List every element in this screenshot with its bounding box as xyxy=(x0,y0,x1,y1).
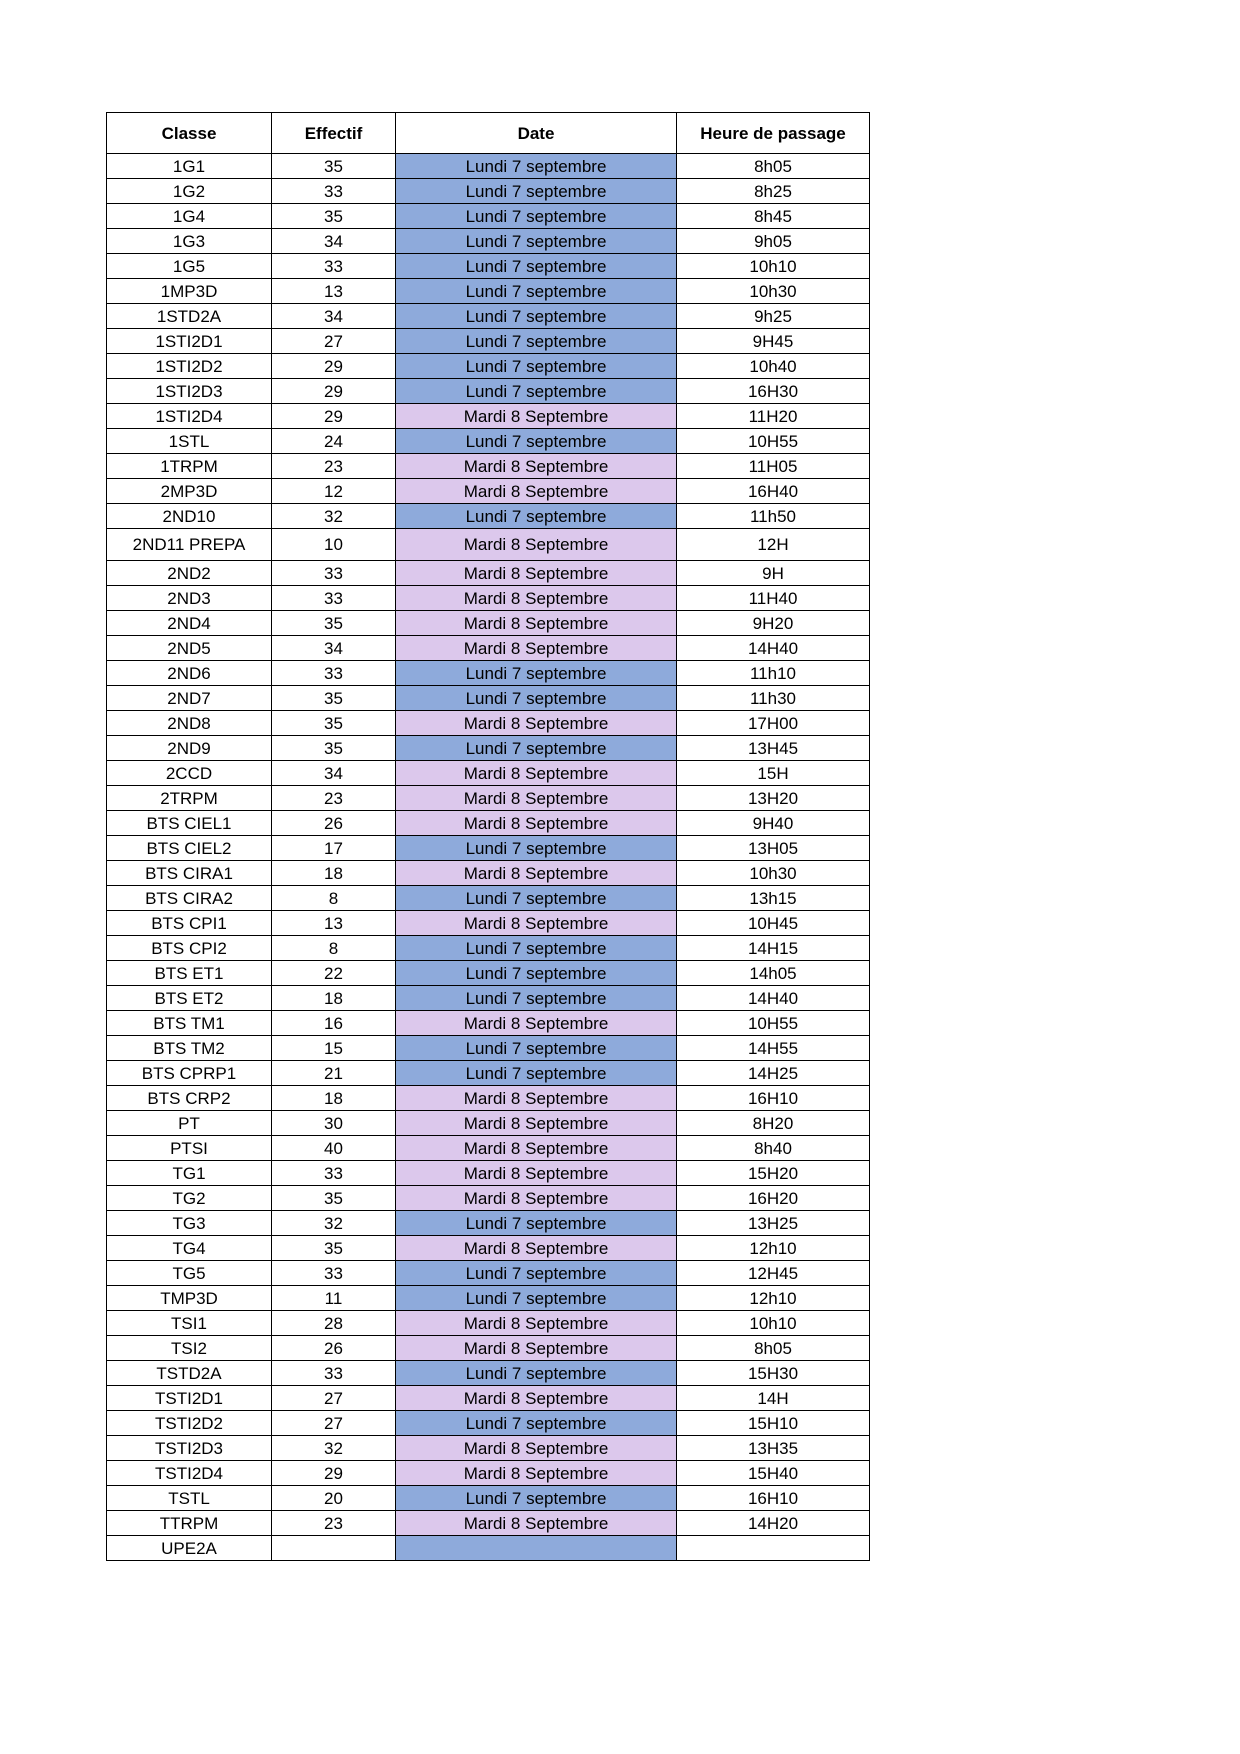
cell-date: Mardi 8 Septembre xyxy=(396,761,677,786)
cell-date xyxy=(396,1536,677,1561)
cell-date: Lundi 7 septembre xyxy=(396,154,677,179)
header-classe: Classe xyxy=(107,113,272,154)
cell-date: Mardi 8 Septembre xyxy=(396,561,677,586)
cell-classe: TSTI2D3 xyxy=(107,1436,272,1461)
table-row xyxy=(107,379,870,404)
cell-effectif: 32 xyxy=(272,1436,396,1461)
table-row xyxy=(107,1361,870,1386)
cell-heure: 15H xyxy=(677,761,870,786)
cell-classe: 2ND3 xyxy=(107,586,272,611)
table-row xyxy=(107,911,870,936)
header-date: Date xyxy=(396,113,677,154)
cell-classe: TTRPM xyxy=(107,1511,272,1536)
cell-effectif: 33 xyxy=(272,1161,396,1186)
cell-effectif: 18 xyxy=(272,986,396,1011)
cell-heure: 15H40 xyxy=(677,1461,870,1486)
cell-date: Mardi 8 Septembre xyxy=(396,636,677,661)
cell-date: Lundi 7 septembre xyxy=(396,329,677,354)
cell-date: Mardi 8 Septembre xyxy=(396,1311,677,1336)
cell-heure: 14H xyxy=(677,1386,870,1411)
cell-heure: 16H10 xyxy=(677,1486,870,1511)
cell-classe: TSTI2D2 xyxy=(107,1411,272,1436)
cell-heure: 13H35 xyxy=(677,1436,870,1461)
cell-heure: 16H30 xyxy=(677,379,870,404)
cell-heure: 8h25 xyxy=(677,179,870,204)
cell-heure: 11h10 xyxy=(677,661,870,686)
cell-classe: 2ND10 xyxy=(107,504,272,529)
table-row xyxy=(107,504,870,529)
cell-classe: TG2 xyxy=(107,1186,272,1211)
cell-heure: 10h10 xyxy=(677,254,870,279)
cell-classe: 1G1 xyxy=(107,154,272,179)
cell-effectif: 11 xyxy=(272,1286,396,1311)
cell-heure: 10h30 xyxy=(677,861,870,886)
cell-classe: PT xyxy=(107,1111,272,1136)
cell-classe: 1STL xyxy=(107,429,272,454)
cell-classe: 2TRPM xyxy=(107,786,272,811)
table-row xyxy=(107,304,870,329)
cell-classe: BTS CIEL1 xyxy=(107,811,272,836)
cell-date: Mardi 8 Septembre xyxy=(396,1461,677,1486)
cell-heure: 11H20 xyxy=(677,404,870,429)
cell-heure: 14h05 xyxy=(677,961,870,986)
cell-effectif: 21 xyxy=(272,1061,396,1086)
cell-classe: UPE2A xyxy=(107,1536,272,1561)
cell-effectif: 29 xyxy=(272,354,396,379)
cell-effectif: 32 xyxy=(272,1211,396,1236)
cell-heure: 9H40 xyxy=(677,811,870,836)
cell-heure: 8h05 xyxy=(677,154,870,179)
cell-heure: 14H20 xyxy=(677,1511,870,1536)
table-row xyxy=(107,1161,870,1186)
cell-classe: 2MP3D xyxy=(107,479,272,504)
table-row xyxy=(107,886,870,911)
cell-heure: 14H15 xyxy=(677,936,870,961)
cell-heure: 10h30 xyxy=(677,279,870,304)
table-row xyxy=(107,1086,870,1111)
cell-heure: 8H20 xyxy=(677,1111,870,1136)
cell-date: Mardi 8 Septembre xyxy=(396,1386,677,1411)
table-row xyxy=(107,761,870,786)
cell-effectif: 34 xyxy=(272,761,396,786)
table-row xyxy=(107,154,870,179)
table-row xyxy=(107,1261,870,1286)
cell-classe: 2ND8 xyxy=(107,711,272,736)
cell-date: Lundi 7 septembre xyxy=(396,229,677,254)
cell-date: Lundi 7 septembre xyxy=(396,1411,677,1436)
cell-date: Mardi 8 Septembre xyxy=(396,1161,677,1186)
cell-effectif: 35 xyxy=(272,711,396,736)
table-row xyxy=(107,204,870,229)
table-row xyxy=(107,1436,870,1461)
cell-heure: 16H10 xyxy=(677,1086,870,1111)
cell-classe: 1G2 xyxy=(107,179,272,204)
cell-classe: TG5 xyxy=(107,1261,272,1286)
cell-date: Mardi 8 Septembre xyxy=(396,479,677,504)
cell-heure: 15H30 xyxy=(677,1361,870,1386)
cell-effectif: 35 xyxy=(272,154,396,179)
cell-date: Lundi 7 septembre xyxy=(396,886,677,911)
cell-date: Lundi 7 septembre xyxy=(396,836,677,861)
table-row xyxy=(107,786,870,811)
cell-classe: TG1 xyxy=(107,1161,272,1186)
table-row xyxy=(107,1411,870,1436)
cell-date: Mardi 8 Septembre xyxy=(396,1436,677,1461)
table-row xyxy=(107,454,870,479)
cell-effectif: 18 xyxy=(272,1086,396,1111)
cell-classe: BTS TM1 xyxy=(107,1011,272,1036)
cell-heure: 13H45 xyxy=(677,736,870,761)
cell-effectif: 23 xyxy=(272,1511,396,1536)
passage-schedule-table xyxy=(106,112,870,1561)
cell-classe: TSTD2A xyxy=(107,1361,272,1386)
cell-heure: 9H xyxy=(677,561,870,586)
cell-date: Lundi 7 septembre xyxy=(396,1061,677,1086)
cell-heure: 9H20 xyxy=(677,611,870,636)
cell-effectif: 32 xyxy=(272,504,396,529)
cell-date: Lundi 7 septembre xyxy=(396,429,677,454)
cell-effectif: 20 xyxy=(272,1486,396,1511)
cell-classe: 1TRPM xyxy=(107,454,272,479)
table-row xyxy=(107,479,870,504)
cell-heure: 14H25 xyxy=(677,1061,870,1086)
cell-classe: BTS ET1 xyxy=(107,961,272,986)
cell-effectif: 33 xyxy=(272,561,396,586)
cell-effectif: 26 xyxy=(272,811,396,836)
cell-date: Lundi 7 septembre xyxy=(396,1361,677,1386)
cell-date: Mardi 8 Septembre xyxy=(396,611,677,636)
table-row xyxy=(107,529,870,561)
cell-classe: BTS CPI2 xyxy=(107,936,272,961)
cell-heure: 15H20 xyxy=(677,1161,870,1186)
cell-date: Lundi 7 septembre xyxy=(396,686,677,711)
cell-classe: TSI2 xyxy=(107,1336,272,1361)
cell-heure: 14H40 xyxy=(677,986,870,1011)
cell-heure: 10h10 xyxy=(677,1311,870,1336)
cell-date: Lundi 7 septembre xyxy=(396,304,677,329)
cell-effectif: 33 xyxy=(272,179,396,204)
header-heure: Heure de passage xyxy=(677,113,870,154)
cell-date: Lundi 7 septembre xyxy=(396,961,677,986)
cell-heure: 8h40 xyxy=(677,1136,870,1161)
table-row xyxy=(107,736,870,761)
cell-heure: 12h10 xyxy=(677,1286,870,1311)
cell-heure: 16H20 xyxy=(677,1186,870,1211)
cell-date: Mardi 8 Septembre xyxy=(396,811,677,836)
cell-effectif: 17 xyxy=(272,836,396,861)
cell-effectif: 33 xyxy=(272,254,396,279)
table-row xyxy=(107,1186,870,1211)
table-body xyxy=(107,154,870,1561)
cell-heure: 11h30 xyxy=(677,686,870,711)
cell-heure: 15H10 xyxy=(677,1411,870,1436)
cell-date: Mardi 8 Septembre xyxy=(396,404,677,429)
table-row xyxy=(107,1386,870,1411)
cell-heure: 9h25 xyxy=(677,304,870,329)
header-effectif: Effectif xyxy=(272,113,396,154)
table-row xyxy=(107,1336,870,1361)
cell-classe: 2ND5 xyxy=(107,636,272,661)
table-row xyxy=(107,586,870,611)
cell-heure: 12H45 xyxy=(677,1261,870,1286)
cell-effectif: 35 xyxy=(272,1236,396,1261)
cell-heure: 11H05 xyxy=(677,454,870,479)
cell-effectif: 29 xyxy=(272,379,396,404)
table-row xyxy=(107,861,870,886)
cell-effectif: 10 xyxy=(272,529,396,561)
cell-effectif xyxy=(272,1536,396,1561)
cell-date: Lundi 7 septembre xyxy=(396,504,677,529)
cell-heure: 10H55 xyxy=(677,429,870,454)
cell-effectif: 34 xyxy=(272,229,396,254)
cell-effectif: 30 xyxy=(272,1111,396,1136)
cell-classe: 1STI2D4 xyxy=(107,404,272,429)
cell-date: Mardi 8 Septembre xyxy=(396,861,677,886)
table-row xyxy=(107,429,870,454)
table-row xyxy=(107,1061,870,1086)
cell-classe: TG3 xyxy=(107,1211,272,1236)
cell-classe: BTS CPRP1 xyxy=(107,1061,272,1086)
cell-heure: 8h05 xyxy=(677,1336,870,1361)
table-row xyxy=(107,936,870,961)
cell-classe: 1G4 xyxy=(107,204,272,229)
table-row xyxy=(107,711,870,736)
table-row xyxy=(107,1236,870,1261)
cell-classe: 2CCD xyxy=(107,761,272,786)
cell-date: Mardi 8 Septembre xyxy=(396,1111,677,1136)
cell-classe: TSI1 xyxy=(107,1311,272,1336)
table-row xyxy=(107,354,870,379)
cell-heure: 12H xyxy=(677,529,870,561)
cell-date: Lundi 7 septembre xyxy=(396,179,677,204)
table-row xyxy=(107,1036,870,1061)
cell-classe: TSTI2D4 xyxy=(107,1461,272,1486)
cell-date: Lundi 7 septembre xyxy=(396,1211,677,1236)
cell-classe: TSTI2D1 xyxy=(107,1386,272,1411)
cell-effectif: 23 xyxy=(272,454,396,479)
cell-classe: BTS CIRA2 xyxy=(107,886,272,911)
cell-effectif: 29 xyxy=(272,1461,396,1486)
cell-classe: BTS TM2 xyxy=(107,1036,272,1061)
cell-classe: 2ND9 xyxy=(107,736,272,761)
cell-heure: 9h05 xyxy=(677,229,870,254)
cell-heure: 16H40 xyxy=(677,479,870,504)
schedule-sheet xyxy=(106,112,870,1561)
cell-date: Mardi 8 Septembre xyxy=(396,1011,677,1036)
cell-classe: PTSI xyxy=(107,1136,272,1161)
cell-date: Lundi 7 septembre xyxy=(396,379,677,404)
cell-classe: BTS CPI1 xyxy=(107,911,272,936)
cell-classe: 1G5 xyxy=(107,254,272,279)
cell-effectif: 8 xyxy=(272,886,396,911)
cell-effectif: 15 xyxy=(272,1036,396,1061)
table-row xyxy=(107,1536,870,1561)
cell-date: Mardi 8 Septembre xyxy=(396,1086,677,1111)
cell-classe: BTS CIEL2 xyxy=(107,836,272,861)
table-row xyxy=(107,811,870,836)
table-row xyxy=(107,1311,870,1336)
cell-classe: 1STI2D3 xyxy=(107,379,272,404)
cell-heure: 17H00 xyxy=(677,711,870,736)
cell-date: Lundi 7 septembre xyxy=(396,661,677,686)
table-row xyxy=(107,636,870,661)
cell-classe: 1G3 xyxy=(107,229,272,254)
cell-date: Lundi 7 septembre xyxy=(396,1036,677,1061)
cell-effectif: 35 xyxy=(272,1186,396,1211)
cell-effectif: 13 xyxy=(272,279,396,304)
cell-effectif: 33 xyxy=(272,1361,396,1386)
cell-effectif: 35 xyxy=(272,204,396,229)
cell-date: Lundi 7 septembre xyxy=(396,279,677,304)
cell-date: Lundi 7 septembre xyxy=(396,736,677,761)
cell-classe: 1STI2D1 xyxy=(107,329,272,354)
cell-heure: 10H55 xyxy=(677,1011,870,1036)
cell-effectif: 35 xyxy=(272,686,396,711)
table-row xyxy=(107,1111,870,1136)
cell-classe: TMP3D xyxy=(107,1286,272,1311)
cell-effectif: 22 xyxy=(272,961,396,986)
table-row xyxy=(107,986,870,1011)
cell-heure: 9H45 xyxy=(677,329,870,354)
cell-effectif: 27 xyxy=(272,329,396,354)
cell-classe: BTS CRP2 xyxy=(107,1086,272,1111)
cell-heure: 11H40 xyxy=(677,586,870,611)
cell-date: Mardi 8 Septembre xyxy=(396,711,677,736)
table-row xyxy=(107,836,870,861)
cell-heure: 8h45 xyxy=(677,204,870,229)
cell-date: Lundi 7 septembre xyxy=(396,1261,677,1286)
table-row xyxy=(107,1136,870,1161)
cell-classe: BTS ET2 xyxy=(107,986,272,1011)
table-row xyxy=(107,611,870,636)
cell-heure: 11h50 xyxy=(677,504,870,529)
cell-effectif: 35 xyxy=(272,611,396,636)
cell-date: Mardi 8 Septembre xyxy=(396,529,677,561)
cell-date: Lundi 7 septembre xyxy=(396,1286,677,1311)
cell-heure: 12h10 xyxy=(677,1236,870,1261)
cell-effectif: 33 xyxy=(272,661,396,686)
cell-effectif: 33 xyxy=(272,586,396,611)
table-row xyxy=(107,254,870,279)
cell-date: Mardi 8 Septembre xyxy=(396,786,677,811)
table-row xyxy=(107,686,870,711)
cell-effectif: 26 xyxy=(272,1336,396,1361)
table-row xyxy=(107,961,870,986)
cell-effectif: 16 xyxy=(272,1011,396,1036)
cell-effectif: 12 xyxy=(272,479,396,504)
table-row xyxy=(107,229,870,254)
cell-date: Lundi 7 septembre xyxy=(396,936,677,961)
header-row xyxy=(107,113,870,154)
cell-effectif: 13 xyxy=(272,911,396,936)
cell-date: Mardi 8 Septembre xyxy=(396,1511,677,1536)
cell-date: Mardi 8 Septembre xyxy=(396,1236,677,1261)
table-row xyxy=(107,1461,870,1486)
cell-date: Lundi 7 septembre xyxy=(396,354,677,379)
cell-classe: 1STI2D2 xyxy=(107,354,272,379)
cell-date: Mardi 8 Septembre xyxy=(396,1336,677,1361)
table-row xyxy=(107,561,870,586)
table-row xyxy=(107,1486,870,1511)
cell-classe: 2ND2 xyxy=(107,561,272,586)
cell-effectif: 27 xyxy=(272,1411,396,1436)
cell-effectif: 18 xyxy=(272,861,396,886)
cell-classe: 1STD2A xyxy=(107,304,272,329)
table-row xyxy=(107,1286,870,1311)
cell-classe: BTS CIRA1 xyxy=(107,861,272,886)
cell-date: Lundi 7 septembre xyxy=(396,254,677,279)
cell-effectif: 33 xyxy=(272,1261,396,1286)
cell-effectif: 35 xyxy=(272,736,396,761)
cell-heure: 10H45 xyxy=(677,911,870,936)
cell-heure: 13H05 xyxy=(677,836,870,861)
cell-classe: 2ND4 xyxy=(107,611,272,636)
table-row xyxy=(107,1011,870,1036)
cell-heure: 10h40 xyxy=(677,354,870,379)
cell-heure: 13H20 xyxy=(677,786,870,811)
cell-effectif: 40 xyxy=(272,1136,396,1161)
cell-classe: 2ND7 xyxy=(107,686,272,711)
table-row xyxy=(107,1511,870,1536)
cell-date: Lundi 7 septembre xyxy=(396,1486,677,1511)
cell-effectif: 34 xyxy=(272,636,396,661)
cell-effectif: 24 xyxy=(272,429,396,454)
cell-effectif: 29 xyxy=(272,404,396,429)
cell-heure: 13h15 xyxy=(677,886,870,911)
cell-effectif: 28 xyxy=(272,1311,396,1336)
table-row xyxy=(107,179,870,204)
cell-heure: 14H40 xyxy=(677,636,870,661)
cell-effectif: 27 xyxy=(272,1386,396,1411)
table-row xyxy=(107,661,870,686)
cell-effectif: 23 xyxy=(272,786,396,811)
cell-effectif: 34 xyxy=(272,304,396,329)
cell-heure: 13H25 xyxy=(677,1211,870,1236)
cell-date: Mardi 8 Septembre xyxy=(396,454,677,479)
table-row xyxy=(107,404,870,429)
cell-classe: 2ND11 PREPA xyxy=(107,529,272,561)
cell-effectif: 8 xyxy=(272,936,396,961)
cell-date: Mardi 8 Septembre xyxy=(396,1186,677,1211)
table-row xyxy=(107,1211,870,1236)
cell-classe: TG4 xyxy=(107,1236,272,1261)
cell-heure: 14H55 xyxy=(677,1036,870,1061)
cell-date: Lundi 7 septembre xyxy=(396,986,677,1011)
cell-date: Mardi 8 Septembre xyxy=(396,586,677,611)
cell-heure xyxy=(677,1536,870,1561)
cell-date: Lundi 7 septembre xyxy=(396,204,677,229)
cell-classe: TSTL xyxy=(107,1486,272,1511)
table-row xyxy=(107,279,870,304)
table-row xyxy=(107,329,870,354)
cell-classe: 2ND6 xyxy=(107,661,272,686)
cell-date: Mardi 8 Septembre xyxy=(396,911,677,936)
cell-date: Mardi 8 Septembre xyxy=(396,1136,677,1161)
cell-classe: 1MP3D xyxy=(107,279,272,304)
